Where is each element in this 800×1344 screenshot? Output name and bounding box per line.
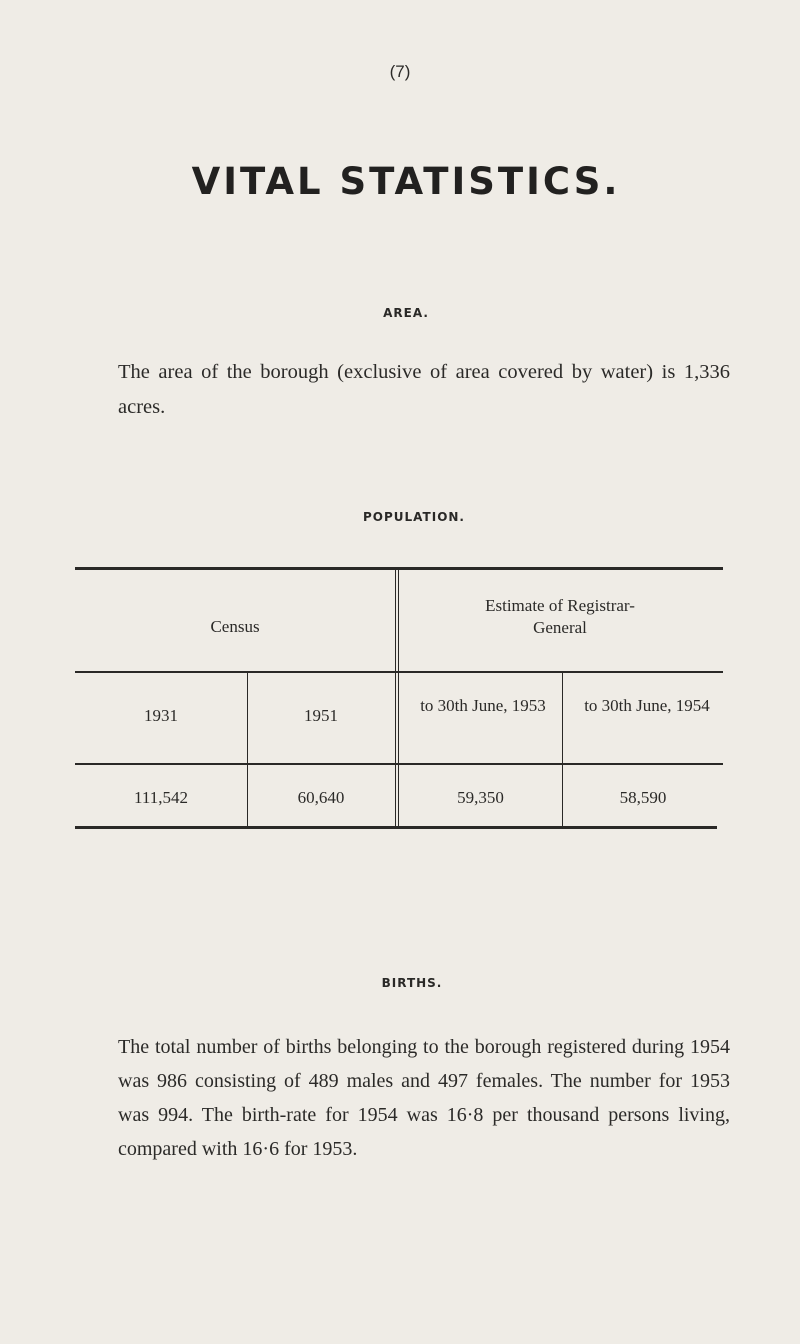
column-header-1953 <box>413 695 553 717</box>
column-header-1953-text: to 30th June, 1953 <box>420 696 546 715</box>
population-heading: POPULATION. <box>363 510 465 524</box>
value-1951: 60,640 <box>297 788 345 807</box>
area-paragraph: The area of the borough (exclusive of area covered by water) is 1,336 acres. <box>118 361 730 418</box>
value-1954: 58,590 <box>619 788 667 807</box>
area-heading: AREA. <box>383 306 429 320</box>
census-group-header: Census <box>210 617 260 636</box>
value-1953: 59,350 <box>457 788 504 807</box>
header-separator <box>75 671 723 673</box>
estimate-group-header <box>475 595 645 639</box>
value-1931: 111,542 <box>134 788 188 807</box>
column-header-1951: 1951 <box>304 706 338 725</box>
column-header-1931: 1931 <box>144 706 178 725</box>
page-number: (7) <box>389 62 411 81</box>
estimate-group-header-text: Estimate of Registrar-General <box>485 596 635 637</box>
table-bottom-rule <box>75 826 717 829</box>
row-separator <box>75 763 723 765</box>
population-table <box>75 567 725 830</box>
table-top-rule <box>75 567 723 570</box>
column-header-1954 <box>577 695 717 717</box>
table-center-divider <box>395 570 396 826</box>
page-title: VITAL STATISTICS. <box>191 160 621 203</box>
column-header-1954-text: to 30th June, 1954 <box>584 696 710 715</box>
births-heading: BIRTHS. <box>381 976 443 990</box>
births-paragraph: The total number of births belonging to the borough registered during 1954 was 986 consisting of 489 males and 497 females. The number for 1953 was 994. The birth-rate for 1954 was 16·8 per thousand persons living, compared with 16·6 for 1953. <box>118 1036 730 1160</box>
